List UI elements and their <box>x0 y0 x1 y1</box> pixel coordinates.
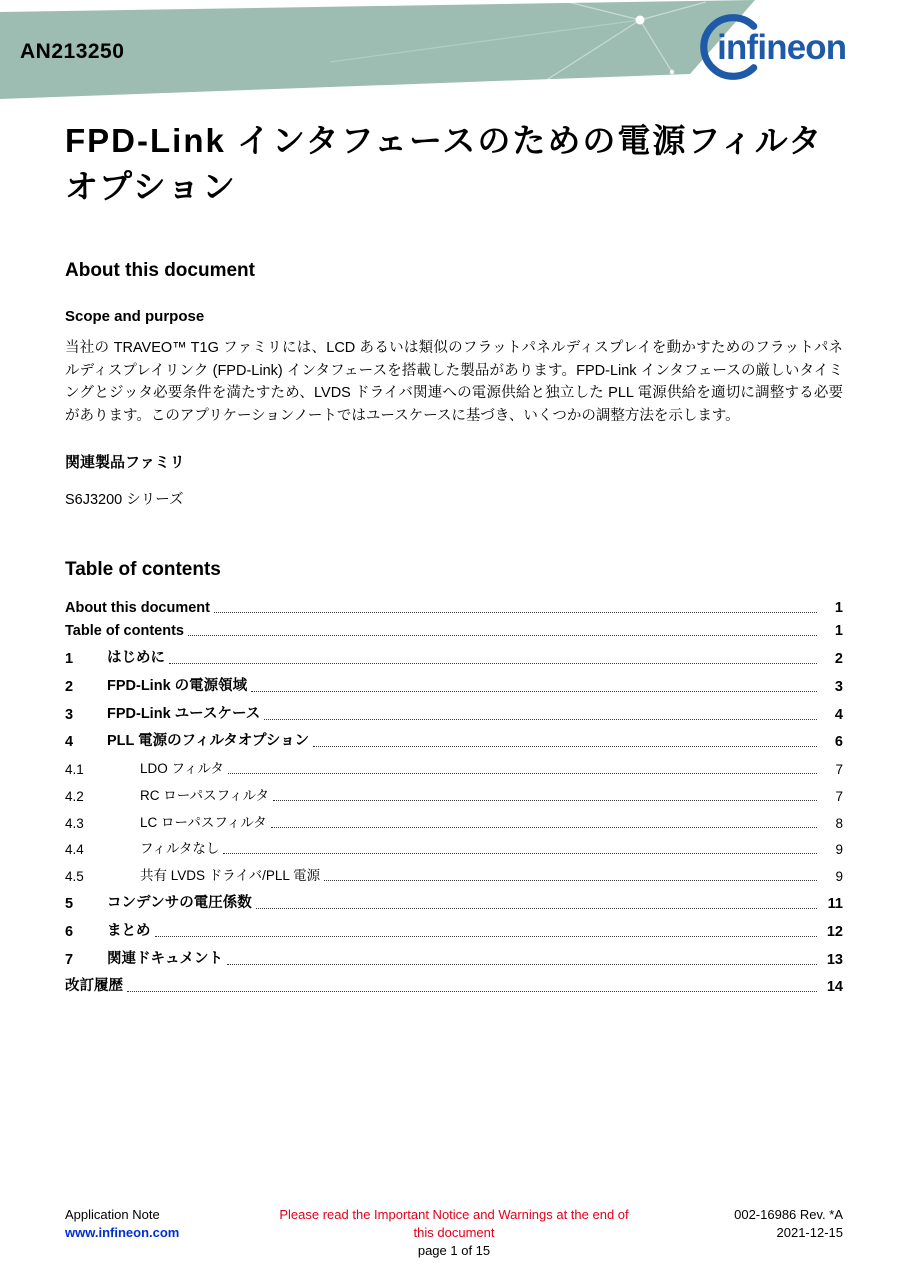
toc-entry-page: 9 <box>835 869 843 885</box>
toc-dot-leader <box>324 880 817 881</box>
toc-entry-page: 8 <box>835 815 843 831</box>
toc-entry-page: 13 <box>826 951 843 968</box>
footer-center <box>275 1206 633 1260</box>
toc-dot-leader <box>251 691 817 692</box>
related-family-heading: 関連製品ファミリ <box>65 454 185 471</box>
toc-row[interactable] <box>65 754 843 781</box>
toc-entry-label: PLL 電源のフィルタオプション <box>107 733 310 750</box>
toc-entry-label: 改訂履歴 <box>65 978 123 995</box>
toc-row[interactable] <box>65 807 843 834</box>
toc-entry-number: 1 <box>65 650 74 667</box>
document-title-line2: オプション <box>65 168 238 205</box>
toc-dot-leader <box>271 827 817 828</box>
toc-entry-page: 1 <box>834 600 843 617</box>
toc-row[interactable] <box>65 915 843 943</box>
logo-wordmark: infineon <box>717 27 847 67</box>
toc-dot-leader <box>214 612 817 613</box>
toc-row[interactable] <box>65 780 843 807</box>
toc-row[interactable] <box>65 834 843 861</box>
toc-heading: Table of contents <box>65 559 221 580</box>
toc-entry-label: まとめ <box>107 922 151 939</box>
toc-entry-number: 3 <box>65 706 74 723</box>
toc-row[interactable] <box>65 943 843 971</box>
toc-entry-page: 7 <box>835 762 843 778</box>
toc-entry-label: FPD-Link の電源領域 <box>107 677 248 694</box>
toc-dot-leader <box>273 800 817 801</box>
toc-dot-leader <box>223 853 817 854</box>
footer-right <box>633 1206 843 1242</box>
toc-entry-number: 4.2 <box>65 788 84 804</box>
toc-dot-leader <box>169 663 817 664</box>
document-number: AN213250 <box>20 40 125 63</box>
toc-dot-leader <box>313 746 817 747</box>
toc-entry-label: はじめに <box>107 649 165 666</box>
page-content <box>65 0 843 999</box>
footer-website-link[interactable]: www.infineon.com <box>65 1225 180 1240</box>
toc-entry-page: 14 <box>826 979 843 996</box>
toc-row[interactable] <box>65 971 843 999</box>
toc-entry-label: LDO フィルタ <box>140 761 224 777</box>
toc-row[interactable] <box>65 698 843 726</box>
toc-entry-number: 5 <box>65 895 74 912</box>
toc-dot-leader <box>155 936 818 937</box>
toc-entry-page: 7 <box>835 788 843 804</box>
toc-entry-label: About this document <box>65 600 210 617</box>
toc-entry-label: RC ローパスフィルタ <box>140 787 269 803</box>
toc-entry-page: 6 <box>834 734 843 751</box>
toc-dot-leader <box>227 964 817 965</box>
footer-doc-type: Application Note <box>65 1207 160 1222</box>
footer-important-notice: Please read the Important Notice and Warnings at the end of this document <box>279 1207 629 1240</box>
document-title <box>65 0 843 210</box>
toc-entry-label: コンデンサの電圧係数 <box>107 894 252 911</box>
toc-entry-page: 2 <box>834 650 843 667</box>
toc-entry-label: Table of contents <box>65 623 184 640</box>
footer-date: 2021-12-15 <box>776 1225 843 1240</box>
toc-row[interactable] <box>65 861 843 888</box>
page-footer <box>65 1206 843 1260</box>
toc-entry-label: FPD-Link ユースケース <box>107 705 261 722</box>
toc-row[interactable] <box>65 726 843 754</box>
toc-entry-number: 6 <box>65 923 74 940</box>
toc-list <box>65 597 843 999</box>
scope-purpose-text: 当社の TRAVEO™ T1G ファミリには、LCD あるいは類似のフラットパネルディスプレイを動かすためのフラットパネルディスプレイリンク (FPD-Link) インタフェースを搭載した製品があります。FPD-Link インタフェースの厳しいタイミングとジッタ必要条件を満たすため、LVDS ドライバ関連への電源供給と独立した PLL 電源供給を適切に調整する必要があります。このアプリケーションノートではユースケースに基づき、いくつかの調整方法を示します。 <box>65 340 843 424</box>
toc-dot-leader <box>188 635 817 636</box>
toc-entry-page: 1 <box>834 623 843 640</box>
scope-purpose-heading: Scope and purpose <box>65 308 205 325</box>
toc-entry-number: 7 <box>65 951 74 968</box>
toc-entry-number: 4.5 <box>65 869 84 885</box>
toc-entry-page: 9 <box>835 842 843 858</box>
toc-entry-number: 4.3 <box>65 815 84 831</box>
toc-row[interactable] <box>65 643 843 671</box>
toc-entry-number: 4.1 <box>65 762 84 778</box>
toc-entry-page: 4 <box>834 706 843 723</box>
toc-dot-leader <box>228 773 817 774</box>
toc-dot-leader <box>256 908 817 909</box>
toc-entry-number: 4.4 <box>65 842 84 858</box>
toc-row[interactable] <box>65 620 843 643</box>
toc-entry-number: 2 <box>65 678 74 695</box>
footer-page-indicator: page 1 of 15 <box>417 1243 491 1258</box>
related-family-value: S6J3200 シリーズ <box>65 492 184 508</box>
toc-entry-page: 3 <box>834 678 843 695</box>
toc-entry-label: LC ローパスフィルタ <box>140 814 267 830</box>
document-title-line1: FPD-Link インタフェースのための電源フィルタ <box>65 122 824 159</box>
toc-entry-number: 4 <box>65 734 74 751</box>
toc-row[interactable] <box>65 888 843 916</box>
toc-row[interactable] <box>65 670 843 698</box>
toc-dot-leader <box>127 991 817 992</box>
toc-entry-page: 11 <box>827 895 843 912</box>
toc-entry-page: 12 <box>826 923 843 940</box>
toc-entry-label: 共有 LVDS ドライバ/PLL 電源 <box>140 868 321 884</box>
toc-entry-label: 関連ドキュメント <box>107 950 223 967</box>
footer-doc-id: 002-16986 Rev. *A <box>734 1207 843 1222</box>
footer-left <box>65 1206 275 1242</box>
toc-row[interactable] <box>65 597 843 620</box>
toc-dot-leader <box>264 719 817 720</box>
toc-entry-label: フィルタなし <box>140 841 220 857</box>
about-heading: About this document <box>65 260 255 281</box>
